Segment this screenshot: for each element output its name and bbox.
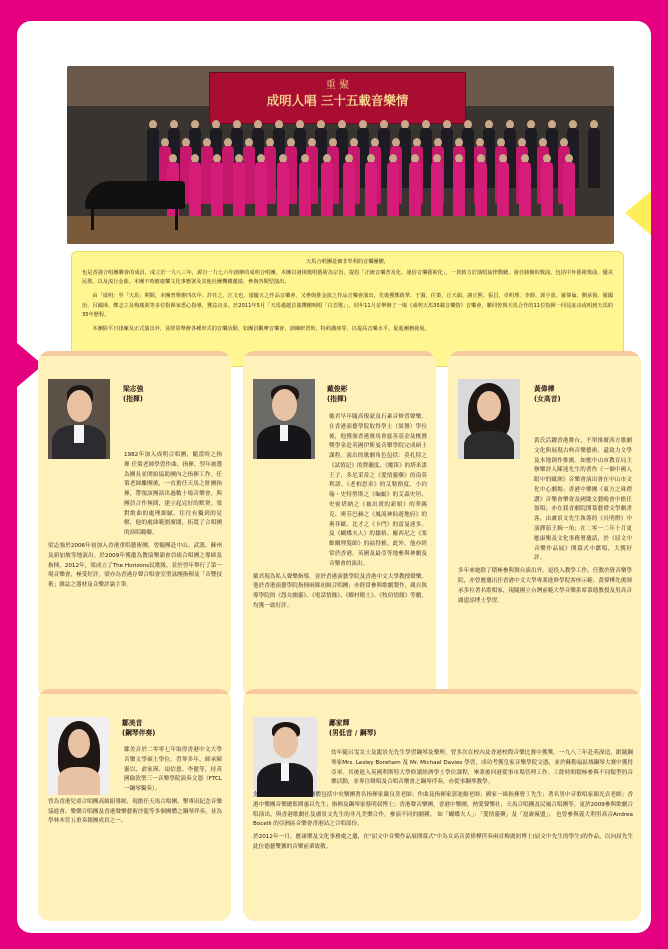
- bio-paragraph: 於2012年一月，應康樂及文化事務處之邀，在"屈文中音樂作品展開幕式"中為女高音黃偉樺伴奏兩首梅廣釗博士(屈文中先生的學生)的作品，以向屈先生此位德藝雙馨的音樂前輩致敬。: [253, 834, 633, 851]
- bio-paragraph: 梁志強於2006年初加入香港重唱藝術團，曾隨團赴中山、武漢、蘇州及新加坡等地演出。於2009年獲邀為教協樂韻會員組合唱團之導師及指揮。2012年，梁成立了The Horizons民歌隊，並於翌年舉行了第一場音樂會，極受好評。梁亦為香港存聲合唱會室聖詠團指揮及「音響技術」雜誌之器材及音樂評論主筆。: [48, 543, 222, 589]
- bio-role: (鋼琴伴奏): [122, 728, 156, 737]
- choir-photo: [67, 66, 614, 244]
- bio-text: [48, 746, 222, 830]
- bio-text: [253, 749, 633, 856]
- choir-singer: [387, 154, 399, 225]
- bio-card-bass-piano: [243, 689, 641, 921]
- bio-name-block: [534, 385, 561, 405]
- bio-name: 鄺家輝: [329, 719, 350, 727]
- bio-text: [458, 437, 632, 609]
- bio-card-conductor-1: [38, 351, 231, 699]
- choir-singer: [255, 154, 267, 225]
- bio-text: [253, 413, 427, 615]
- choir-singer: [233, 154, 245, 225]
- choir-singer: [277, 154, 289, 225]
- choir-singer: [588, 120, 600, 189]
- banner-line2: 成明人唱 三十五載音樂情: [266, 93, 409, 108]
- portrait-photo: [48, 379, 110, 459]
- choir-singer: [519, 154, 531, 225]
- choir-singer: [211, 154, 223, 225]
- bio-paragraph: 1982年加入成明合唱團，隨當時之指揮 任策老師學習作曲、指揮。翌年被選為團長並開始協助團內之指揮工作。任策老師離團後，一直擔任天馬之駐團指揮，帶領該團演出過數十場音樂會，與團員合作無間，建立起完好的默契。梁對歌曲的處理細膩，往往有獨到的見解，他的處曲範圍廣闊，拓寬了合唱團的演唱範疇。: [124, 452, 222, 537]
- choir-singer: [431, 154, 443, 225]
- intro-paragraph-2: 由「成明」至「天馬」期間，本團曾舉辦四次中、許任之、江文也、郁慶五之作品音樂會，又參與推金波之作品音樂會演出。先後獲鄭啟華、于漪、任策、丘天韻、謝正熙、張昌、卓明理、李靜、郭宇盈、羅偉倫、劉承揚、羅國治、呂國璋、鄭志立及梅廣釗等多位指揮家悉心指導，獲益良多。於2011年5月「天馬邁越首演鑽剛嗚唱「白雲歌」」，同年11月並舉辦了一場《成明天馬35載音樂情》音樂會，聯同曾與天馬合作的11位指揮一同見証由成明到天馬的35年歷程。: [82, 292, 613, 319]
- choir-singer: [563, 154, 575, 225]
- bio-role: (男低音 / 鋼琴): [329, 728, 377, 737]
- grand-piano: [85, 181, 185, 209]
- bio-name-block: [123, 385, 143, 405]
- choir-singer: [475, 154, 487, 225]
- bio-text: [48, 451, 222, 594]
- bio-name: 梁志強: [123, 385, 144, 393]
- bio-name: 黃偉樺: [534, 385, 555, 393]
- bio-name: 鄒美音: [122, 719, 143, 727]
- bio-role: (指揮): [123, 394, 143, 403]
- bio-name-block: [327, 385, 347, 405]
- choir-singer: [409, 154, 421, 225]
- bio-name-block: [329, 719, 376, 739]
- intro-paragraph-1: 天馬合唱團是個非牟利的音樂團體，: [305, 259, 389, 265]
- corner-triangle-yellow-right: [625, 191, 651, 235]
- banner-line1: 重 聚: [325, 80, 350, 91]
- page-sheet: [17, 21, 651, 933]
- choir-singer: [541, 154, 553, 225]
- bio-role: (指揮): [327, 394, 347, 403]
- choir-singer: [321, 154, 333, 225]
- bio-paragraph: 多年來曾合作音樂家及團體包括中央樂團著名指揮家嚴良堃老師；作曲及指揮家郭迪揚老師；國家一級指揮曹丁先生；著名男中音歌唱家顏光貞老師；香港中樂團音樂總監閻惠昌先生；指揮及鋼琴家蔡明叔博士；香港聲音樂團，香港中樂團，熱愛聲樂社，天馬合唱團及民風合唱團等。更於2009參與歌劇合唱演出，與香港歌劇社及盧景文先生的非凡美樂合作，參演不同的劇種。 如「蝴蝶夫人」：「愛情靈藥」及「崑崙瘋盟」； 也曾參與義大利男高音Andrea Bocelli 的亞洲區音樂會香港站之合唱部份。: [253, 792, 633, 828]
- choir-singer: [189, 154, 201, 225]
- bio-name: 戴俊彬: [327, 385, 348, 393]
- bio-card-soprano: [448, 351, 641, 699]
- choir-singer: [299, 154, 311, 225]
- intro-paragraph-1b: 也是香港合唱團聯會的成員，成立於一九八三年，源自一九七六年創辦的成明合唱團。本團以發揚歌唱藝術為宗旨，提倡「正統音樂普及化，通俗音樂藝術化」，一貫致力於演唱旋律動聽、發自肺腑的歌曲，包括中外藝術歌曲、優美民歌、以及流行金曲。本團不時應康樂文化事務署及其他社團機構邀請，參與各類型演出。: [82, 269, 613, 286]
- choir-singer: [343, 154, 355, 225]
- choir-singer: [497, 154, 509, 225]
- concert-banner: [209, 72, 466, 124]
- choir-singer: [453, 154, 465, 225]
- choir-singer: [365, 154, 377, 225]
- bio-paragraph: 幼年隨呂雯女士及龍景光先生學習鋼琴及樂理，曾多次在校內及香港校際音樂比賽中獲獎。一九八三年赴英深造，跟隨鋼琴家Mrs. Lesley Boreham 及 Mr. Michael Davies 學習，成功考獲皇家音樂學院文憑，並於蘇勒福區域鋼琴大賽中獲得亞軍。其後進入英國利斯特大學修讀經濟學士學位課程，畢業後回港從事市場管理工作。工餘時間積極參與不同類型的音樂活動，並專注聲唱及合唱音樂會之鋼琴伴奏，亦從事鋼琴教學。: [331, 750, 633, 786]
- intro-paragraph-3: 本團除平日排練及正式演出外，並經常舉辦各種形式的音樂活動，如團員觀摩音樂會、訓練研習班、特約講座等，以提高音樂水平，促進團務發展。: [92, 325, 430, 332]
- bio-card-conductor-2: [243, 351, 436, 699]
- bio-paragraph: 鄒美音於二零零七年取得香港中文大學音樂文學碩士學位。習琴多年，師承陳靈以、俞家瑛、項信恩、李健等，持英國倫敦聖三一音樂學院演奏文憑（FTCL一鋼琴獨奏）。: [124, 747, 222, 793]
- bio-role: (女高音): [534, 394, 561, 403]
- bio-paragraph: 黃氏活躍香港舞台，不單推廣西方歌劇文化與展現古典音樂藝術，還致力文學及本地創作推廣。如應中山市教育局主辦樂評人陳達先生的著作《一個中國人眼中的歐洲》音樂會演出會在中山市文化中心劇場；香港中樂團《東方之珠禮讚》音樂會樂會及國慶文藝晚會中擔任領唱；亦在我青劇院開慕藝禮文學劇書客，由盧景文先生執導的《長明燈》中演繹茄王婉一角；在二零一二年十月更應康樂及文化事務署邀請，於《屈文中音樂作品展》開幕式中獻唱，大獲好評。: [534, 438, 632, 562]
- bio-paragraph: 戴君現為私人聲樂指導，並於香港演藝學院及香港中文大學教授聲樂。他於香港演藝學院指揮兩隊初級合唱團；亦經常參與歌劇製作，親自執導學院的《怨女幽靈》、《電話情緣》、《鄉村衛士》、《牧伯情緣》等劇，均獲一致好評。: [253, 573, 427, 609]
- bio-paragraph: 戴君早年隨高俊豪及石素音修習聲樂。在香港演藝學院取得學士（榮譽）學位後，他獲頒香港賽馬會慈善基金及桃賽獎學金赴英國伊斯曼音樂學院完成碩士課程。演出的歌劇角色包括：莫扎特之《試情記》的費蘭度、《魔笛》的塔米諾王子、多尼采蒂之《愛情靈藥》的南莫利諾、《老柏思韋》的艾勒斯度、小約翰・史特勞斯之《蝙蝠》的艾森史坦、史密塔納之《被出賣的新娘》的華錫克、奧芬巴赫之《鳳流神仙遊地府》的奧菲歐、比才之《卡門》的雷曼達多、及《蝴蝶夫人》的鄒格、羅西尼之《塞維爾理髮師》的福得雅。此外，他亦經常於香港、英國及最亞等地參與神劇及音樂會的演出。: [329, 414, 427, 567]
- choir-singer: [147, 120, 159, 189]
- bio-paragraph: 多年來她除了積極參與舞台演出外，更投入教學工作，任教於資音樂學院，亦曾應邀出任香港中文大學專業進修學院客座示範。黃偉樺先後師承多位著名歌唱家，現隨國立台灣前範大學音樂系席慕德教授及男高音盧恩添博士學習。: [458, 568, 632, 604]
- bio-card-pianist: [38, 689, 231, 921]
- bio-name-block: [122, 719, 155, 739]
- bio-paragraph: 曾為香港兒童合唱團高級組導師，現擔任天馬合唱團、擊專田紀念音樂協進會、樂樂合唱團及香港聲樂藝術沙龍等多個團體之鋼琴伴奏，並為學林木管五重奏創團成員之一。: [48, 798, 222, 825]
- choir-introduction: [71, 251, 624, 367]
